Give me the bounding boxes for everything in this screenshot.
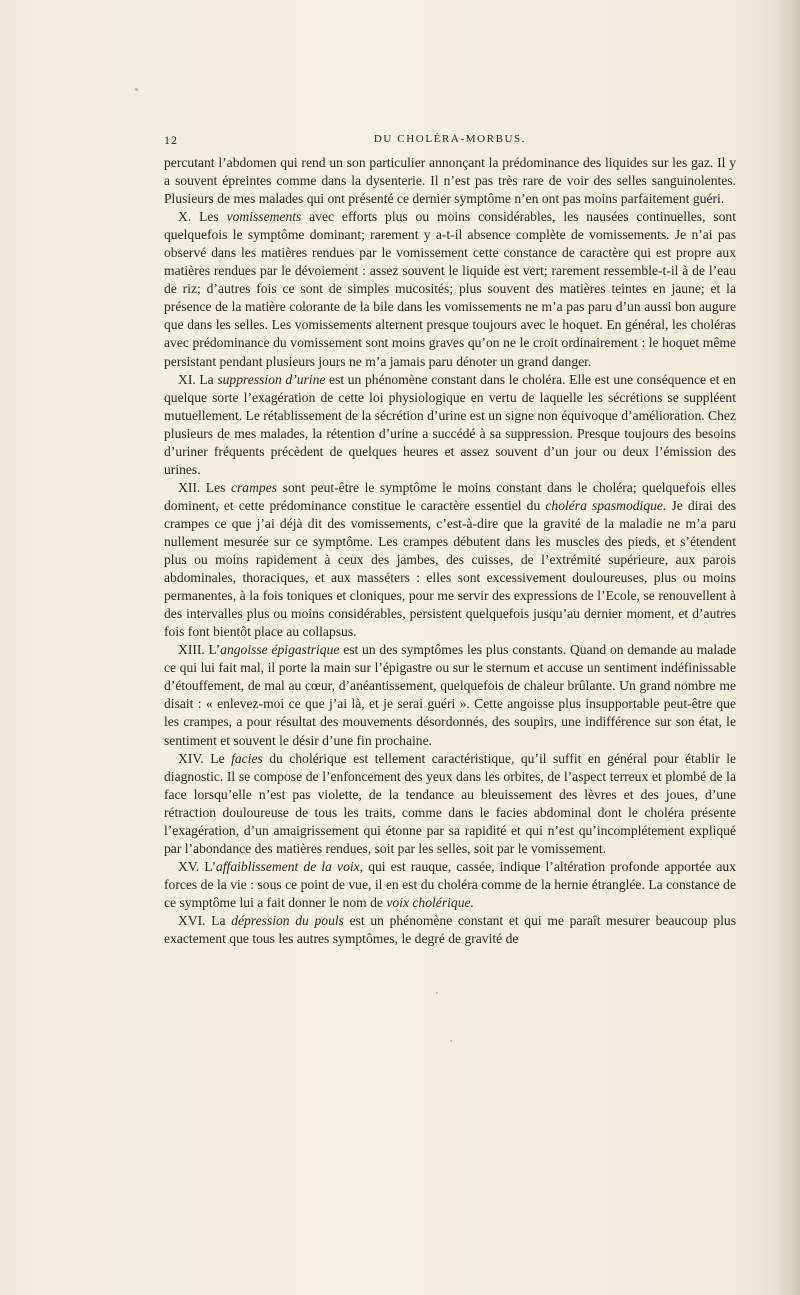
italic-term: dépression du pouls: [231, 912, 344, 928]
text-run: XIII. L’: [178, 642, 221, 658]
page-edge-shadow: [774, 0, 800, 1295]
text-run: Je dirai des crampes ce que j’ai déjà dit des vomissements, c’est-à-dire que la gravité de la maladie ne m’a paru nullement mesurée sur ce symptôme. Les crampes débutent dans les muscles des pieds, et s’étendent plus ou moins rapidement à ceux des jambes, des cuisses, de l’extrémité supérieure, aux parois abdominales, thoraciques, et aux masséters : elles sont excessivement douloureuses, plus ou moins permanentes, à la fois toniques et cloniques, pour me servir des expressions de l’Ecole, se renouvellent à des intervalles plus ou moins considérables, persistent quelquefois jusqu’au dernier moment, et d’autres fois font bientôt place au collapsus.: [164, 497, 737, 640]
italic-term: voix cholérique.: [386, 894, 474, 910]
section-xiv-facies: [164, 750, 736, 858]
page-number: 12: [164, 133, 178, 147]
paper-speck: [135, 88, 138, 91]
text-run: est un phénomène constant et qui me paraît mesurer beaucoup plus exactement que tous les autres symptômes, le degré de gravité de: [164, 912, 736, 947]
body-text: [164, 154, 736, 948]
italic-term: facies: [231, 750, 263, 766]
text-run: percutant l’abdomen qui rend un son particulier annonçant la prédominance des liquides sur les gaz. Il y a souvent épreintes comme dans la dysenterie. Il n’est pas très rare de voir des selles sanguinolentes. Plusieurs de mes malades qui ont présenté ce dernier symptôme n’en ont pas moins parfaitement guéri.: [164, 155, 736, 207]
italic-term: suppression d’urine: [217, 371, 326, 387]
text-run: XIV. Le: [178, 750, 232, 766]
italic-term: choléra spasmodique.: [545, 497, 667, 513]
text-run: est un des symptômes les plus constants. Quand on demande au malade ce qui lui fait mal, il porte la main sur l’épigastre ou sur le sternum et accuse un sentiment indéfinissable d’étouffement, de mal au cœur, d’anéantissement, quelquefois de chaleur brûlante. Un grand nombre me disait : « enlevez-moi ce que j’ai là, et je serai guéri ». Cette angoisse plus insupportable peut-être que les crampes, a pour résultat des mouvements désordonnés, des soupirs, une indifférence sur son état, le sentiment et souvent le désir d’une fin prochaine.: [164, 642, 736, 748]
text-run: X. Les: [178, 209, 227, 225]
text-run: sont peut-être le symptôme le moins constant dans le choléra; quelquefois elles dominent, et cette prédominance constitue le caractère essentiel du: [164, 479, 736, 513]
section-xv-voix: [164, 858, 736, 912]
text-run: est un phénomène constant dans le choléra. Elle est une conséquence et en quelque sorte l’exagération de cette loi physiologique en vertu de laquelle les sécrétions se suppléent mutuellement. Le rétablissement de la sécrétion d’urine est un signe non équivoque d’amélioration. Chez plusieurs de mes malades, la rétention d’urine a succédé à sa suppression. Presque toujours des besoins d’uriner fréquents précèdent de quelques heures et assez souvent d’un jour ou deux l’émission des urines.: [164, 371, 736, 477]
italic-term: angoisse épigastrique: [220, 642, 340, 658]
italic-term: affaiblissement de la voix: [215, 858, 360, 874]
text-run: XI. La: [178, 371, 218, 387]
text-run: XVI. La: [178, 912, 232, 928]
italic-term: vomissements: [226, 209, 302, 225]
page-header: [164, 133, 736, 151]
text-run: XII. Les: [178, 479, 231, 495]
section-xiii-angoisse: [164, 641, 736, 749]
section-xi-suppression-urine: [164, 371, 736, 479]
italic-term: crampes: [230, 479, 278, 495]
text-run: , qui est rauque, cassée, indique l’altération profonde apportée aux forces de la vie : sous ce point de vue, il en est du choléra comme de la hernie étranglée. La constance de ce symptôme lui a fait donner le nom de: [164, 858, 736, 910]
paper-speck: [436, 992, 438, 994]
text-run: avec efforts plus ou moins considérables, les nausées continuelles, sont quelquefois le symptôme dominant; rarement y a-t-il absence complète de vomissements. Je n’ai pas observé dans les matières rendues par le vomissement cette constance de caractère qui est propre aux matières rendues par le dévoiement : assez souvent le liquide est vert; rarement ressemble-t-il à de l’eau de riz; d’autres fois ce sont de simples mucosités; plus souvent des matières teintes en jaune; et la présence de la matière colorante de la bile dans les vomissements ne m’a pas paru d’un aussi bon augure que dans les selles. Les vomissements alternent presque toujours avec le hoquet. En général, les choléras avec prédominance du vomissement sont moins graves qu’on ne le croit ordinairement : le hoquet même persistant pendant plusieurs jours ne m’a jamais paru dénoter un grand danger.: [164, 209, 737, 369]
section-xvi-pouls: [164, 912, 736, 948]
text-run: XV. L’: [178, 858, 216, 874]
section-x-vomissements: [164, 208, 736, 370]
text-run: du cholérique est tellement caractéristique, qu’il suffit en général pour établir le diagnostic. Il se compose de l’enfoncement des yeux dans les orbites, de l’aspect terreux et plombé de la face lorsqu’elle n’est pas violette, de la tendance au bleuissement des lèvres et des joues, d’une rétraction douloureuse de tous les traits, comme dans le facies abdominal dont le choléra présente l’exagération, d’un amaigrissement qui étonne par sa rapidité et qui n’est qu’incomplétement expliqué par l’abondance des matières rendues, soit par les selles, soit par le vomissement.: [164, 750, 737, 856]
paragraph-continuation: [164, 154, 736, 208]
running-title: DU CHOLÉRA-MORBUS.: [373, 133, 527, 145]
paper-speck: [450, 1040, 452, 1042]
section-xii-crampes: [164, 479, 736, 641]
